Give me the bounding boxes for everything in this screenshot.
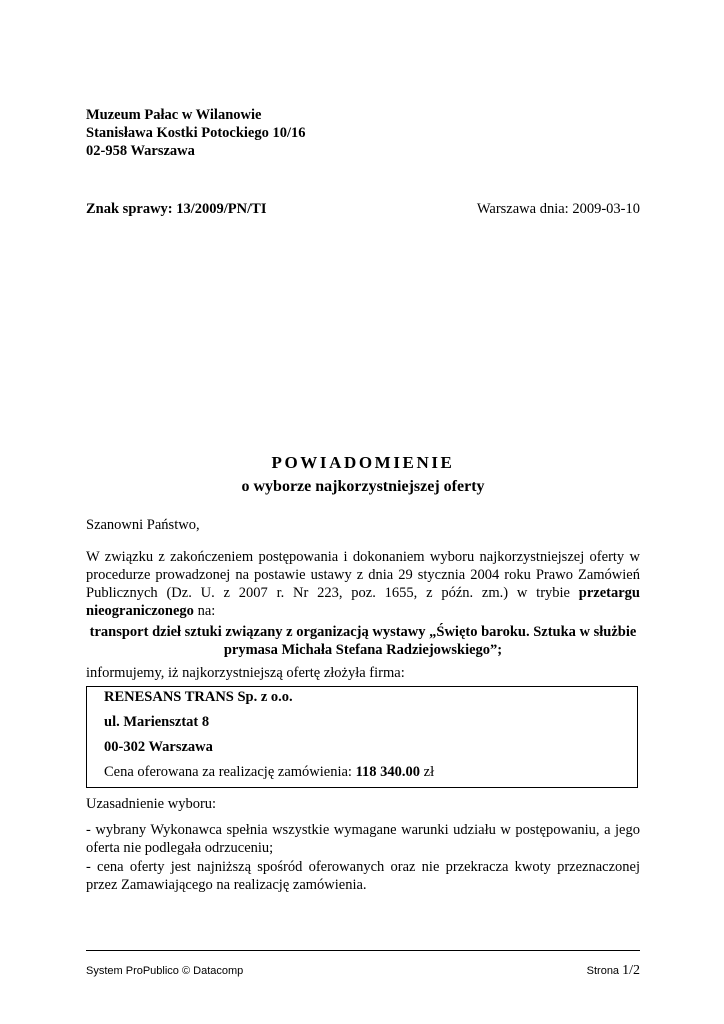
case-number: Znak sprawy: 13/2009/PN/TI (86, 201, 267, 217)
inform-line: informujemy, iż najkorzystniejszą ofertę złożyła firma: (86, 665, 405, 681)
price-label: Cena oferowana za realizację zamówienia: (104, 764, 356, 780)
price-currency: zł (420, 764, 435, 780)
page-label: Strona (586, 965, 623, 977)
winner-city: 00-302 Warszawa (104, 739, 213, 755)
reference-row (86, 201, 640, 218)
intro-suffix: na: (193, 603, 216, 619)
basis-item-1: - wybrany Wykonawca spełnia wszystkie wymagane warunki udziału w postępowaniu, a jego oferta nie podlegała odrzuceniu; (86, 822, 640, 856)
greeting: Szanowni Państwo, (86, 517, 200, 533)
procedure-mode: przetargu nieograniczonego (86, 585, 640, 619)
sender-address (86, 106, 306, 160)
page-number: 1/2 (622, 963, 640, 978)
document-subtitle: o wyborze najkorzystniejszej oferty (241, 478, 485, 495)
document-title: POWIADOMIENIE (271, 453, 455, 472)
winner-street: ul. Mariensztat 8 (104, 714, 210, 730)
basis-label: Uzasadnienie wyboru: (86, 796, 217, 812)
price-value: 118 340.00 (355, 764, 421, 780)
basis-item-2: - cena oferty jest najniższą spośród oferowanych oraz nie przekracza kwoty przeznaczonej przez Zamawiającego na realizację zamówienia. (86, 859, 640, 893)
footer-page (520, 963, 640, 979)
intro-text: W związku z zakończeniem postępowania i dokonaniem wyboru najkorzystniejszej oferty w procedurze prowadzonej na postawie ustawy z dnia 29 stycznia 2004 roku Prawo Zamówień Publicznych (Dz. U. z 2007 r. Nr 223, poz. 1655, z późn. zm.) w trybie (86, 549, 640, 601)
date-line: Warszawa dnia: 2009-03-10 (476, 201, 640, 217)
footer-system: System ProPublico © Datacomp (86, 965, 244, 977)
sender-city: 02-958 Warszawa (86, 143, 195, 159)
subject-line-1: transport dzieł sztuki związany z organizacją wystawy „Święto baroku. Sztuka w służbie (89, 624, 637, 640)
winner-price (104, 764, 434, 781)
winner-company: RENESANS TRANS Sp. z o.o. (104, 689, 293, 705)
subject-line-2: prymasa Michała Stefana Radziejowskiego”; (223, 642, 503, 658)
contract-subject (86, 623, 640, 659)
sender-name: Muzeum Pałac w Wilanowie (86, 107, 262, 123)
winner-box (86, 686, 638, 788)
sender-street: Stanisława Kostki Potockiego 10/16 (86, 125, 306, 141)
footer-divider (86, 950, 640, 951)
intro-paragraph (86, 548, 640, 620)
